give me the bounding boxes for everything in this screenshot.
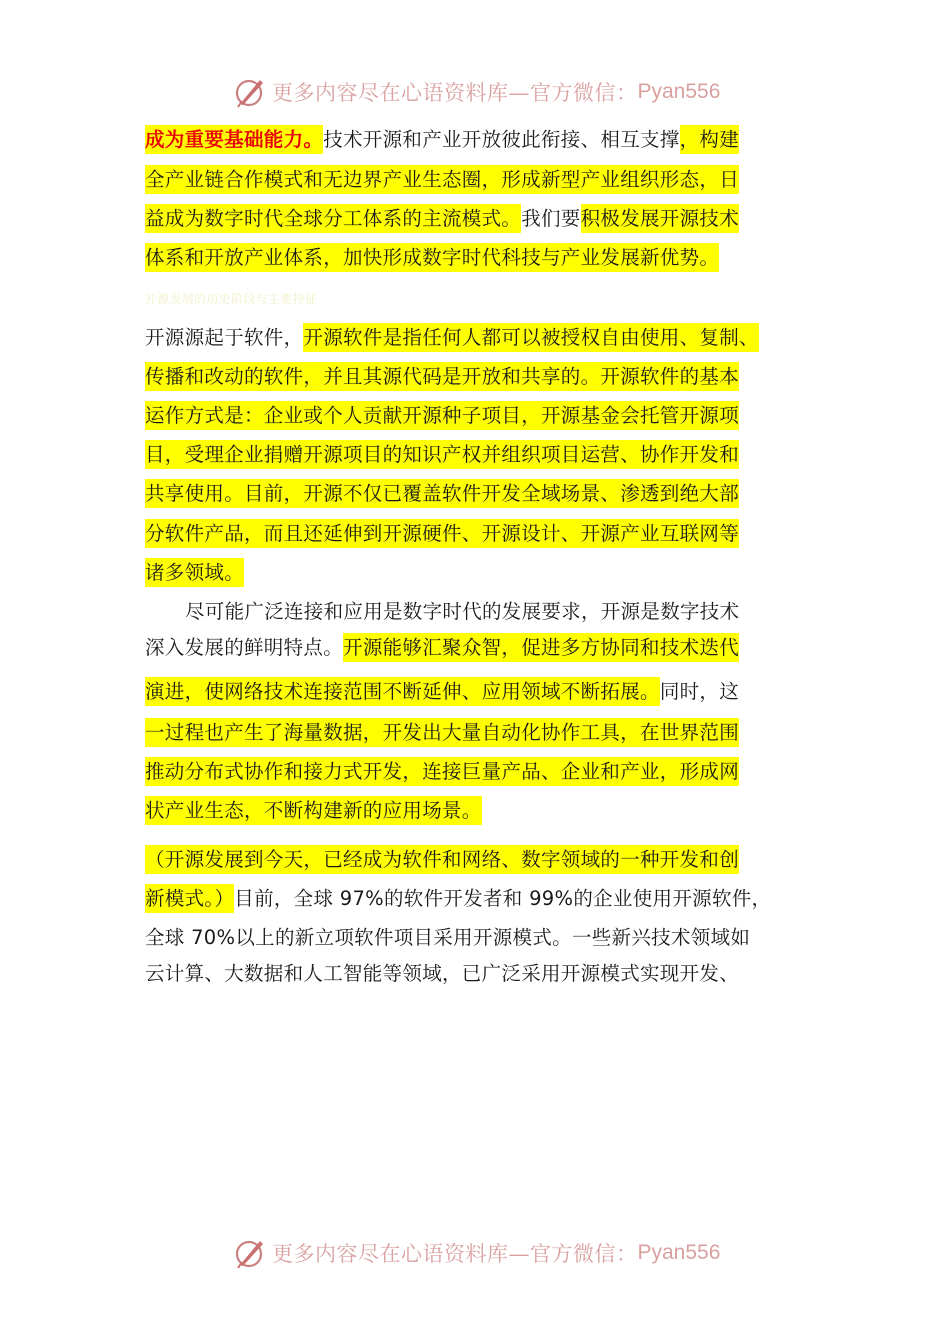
text-line-16 (145, 716, 739, 750)
highlighted-text: 开源能够汇聚众智，促进多方协同和技术迭代 (343, 633, 739, 662)
quill-logo-icon (232, 74, 268, 110)
text-line-11 (145, 517, 739, 551)
text-line-14 (145, 631, 739, 665)
header-banner (232, 72, 732, 112)
text-line-8 (145, 399, 739, 433)
plain-text: 尽可能广泛连接和应用是数字时代的发展要求，开源是数字技术 (185, 600, 740, 623)
text-line-12 (145, 556, 244, 590)
highlighted-text: 推动分布式协作和接力式开发，连接巨量产品、企业和产业，形成网 (145, 757, 739, 786)
text-line-20 (145, 882, 771, 916)
red-emphasis: 成为重要基础能力。 (145, 125, 323, 154)
highlighted-text: 一过程也产生了海量数据，开发出大量自动化协作工具，在世界范围 (145, 718, 739, 747)
highlighted-text: 体系和开放产业体系，加快形成数字时代科技与产业发展新优势。 (145, 243, 719, 272)
plain-text: 目前，全球 97%的软件开发者和 99%的企业使用开源软件， (234, 887, 772, 910)
text-line-15 (145, 675, 739, 709)
text-line-9 (145, 438, 739, 472)
plain-text: 开源源起于软件， (145, 326, 304, 349)
plain-text: 技术开源和产业开放彼此衔接、相互支撑 (323, 128, 680, 151)
text-line-10 (145, 477, 739, 511)
highlighted-text: 益成为数字时代全球分工体系的主流模式。 (145, 204, 521, 233)
highlighted-text: 积极发展开源技术 (581, 204, 739, 233)
highlighted-text: 开源软件是指任何人都可以被授权自由使用、复制、 (303, 323, 758, 352)
plain-text: 同时，这 (659, 680, 740, 703)
footer-banner-id: Pyan556 (637, 1241, 721, 1264)
plain-text: 我们要 (521, 207, 581, 230)
faint-heading (145, 280, 317, 314)
highlighted-text: 共享使用。目前，开源不仅已覆盖软件开发全域场景、渗透到绝大部 (145, 479, 739, 508)
highlighted-text: 状产业生态，不断构建新的应用场景。 (145, 796, 482, 825)
text-line-1 (145, 123, 739, 157)
plain-text: 深入发展的鲜明特点。 (145, 636, 344, 659)
highlighted-text: 目，受理企业捐赠开源项目的知识产权并组织项目运营、协作开发和 (145, 440, 739, 469)
text-line-6 (145, 321, 759, 355)
text-line-4 (145, 241, 719, 275)
text-line-19 (145, 843, 739, 877)
highlighted-text: 运作方式是：企业或个人贡献开源种子项目，开源基金会托管开源项 (145, 401, 739, 430)
text-line-2 (145, 163, 739, 197)
faint-heading-text: 开源发展的历史阶段与主要特征 (145, 292, 318, 306)
highlighted-text: 演进，使网络技术连接范围不断延伸、应用领域不断拓展。 (145, 677, 660, 706)
quill-logo-icon (232, 1235, 268, 1271)
text-line-21 (145, 921, 750, 955)
footer-banner (232, 1233, 732, 1273)
highlighted-text: 全产业链合作模式和无边界产业生态圈，形成新型产业组织形态，日 (145, 165, 739, 194)
text-line-13 (185, 595, 739, 629)
text-line-7 (145, 360, 739, 394)
highlighted-text: 分软件产品，而且还延伸到开源硬件、开源设计、开源产业互联网等 (145, 519, 739, 548)
text-line-18 (145, 794, 482, 828)
text-line-22 (145, 957, 739, 991)
footer-banner-text: 更多内容尽在心语资料库—官方微信： (272, 1242, 638, 1266)
highlighted-text: 传播和改动的软件，并且其源代码是开放和共享的。开源软件的基本 (145, 362, 739, 391)
header-banner-id: Pyan556 (637, 80, 721, 103)
highlighted-text: 新模式。） (145, 884, 234, 913)
text-line-3 (145, 202, 739, 236)
highlighted-text: 诸多领域。 (145, 558, 244, 587)
text-line-17 (145, 755, 739, 789)
highlighted-text: ，构建 (680, 125, 739, 154)
header-banner-text: 更多内容尽在心语资料库—官方微信： (272, 81, 638, 105)
highlighted-text: （开源发展到今天，已经成为软件和网络、数字领域的一种开发和创 (145, 845, 739, 874)
plain-text: 云计算、大数据和人工智能等领域，已广泛采用开源模式实现开发、 (145, 962, 740, 985)
plain-text: 全球 70%以上的新立项软件项目采用开源模式。一些新兴技术领域如 (145, 926, 751, 949)
